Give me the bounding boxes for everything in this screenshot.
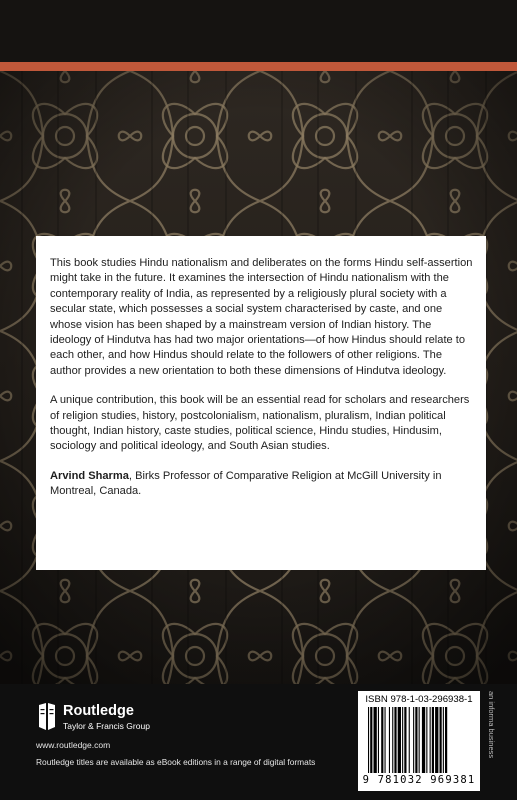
author-name: Arvind Sharma <box>50 469 129 482</box>
isbn-label: ISBN 978-1-03-296938-1 <box>365 694 473 705</box>
barcode-icon <box>366 707 474 773</box>
top-dark-band <box>0 0 517 62</box>
publisher-website: www.routledge.com <box>36 740 111 750</box>
isbn-barcode-box <box>358 691 480 791</box>
publisher-block <box>36 702 236 732</box>
routledge-logo-icon <box>36 702 58 732</box>
ebook-formats-note: Routledge titles are available as eBook editions in a range of digital formats <box>36 757 316 767</box>
author-bio: , Birks Professor of Comparative Religion at McGill University in Montreal, Canada. <box>50 469 442 498</box>
barcode-digits: 9 781032 969381 <box>362 774 476 786</box>
publisher-name: Routledge <box>63 703 134 719</box>
publisher-group: Taylor & Francis Group <box>63 721 150 731</box>
blurb-panel <box>36 236 486 570</box>
blurb-paragraph-1: This book studies Hindu nationalism and deliberates on the forms Hindu self-assertion might take in the future. It examines the intersection of Hindu nationalism with the contemporary reality of India, as represented by a religiously plural society with a secular state, which possesses a social system characterised by caste, and one whose vision has been shaped by a mainstream version of Indian history. The ideology of Hindutva has had two major orientations—of how Hindus should relate to each other, and how Hindus should relate to the followers of other religions. The author provides a new orientation to both these dimensions of Hindutva ideology. <box>50 257 473 377</box>
author-paragraph <box>50 469 474 500</box>
blurb-paragraph-2: A unique contribution, this book will be an essential read for scholars and researchers of religion studies, history, postcolonialism, nationalism, pluralism, Indian political thought, Indian history, caste studies, political science, Hindu studies, Hindusim, sociology and political ideology, and South Asian studies. <box>50 394 470 453</box>
informa-side-text: an informa business <box>487 691 496 759</box>
accent-stripe <box>0 62 517 71</box>
